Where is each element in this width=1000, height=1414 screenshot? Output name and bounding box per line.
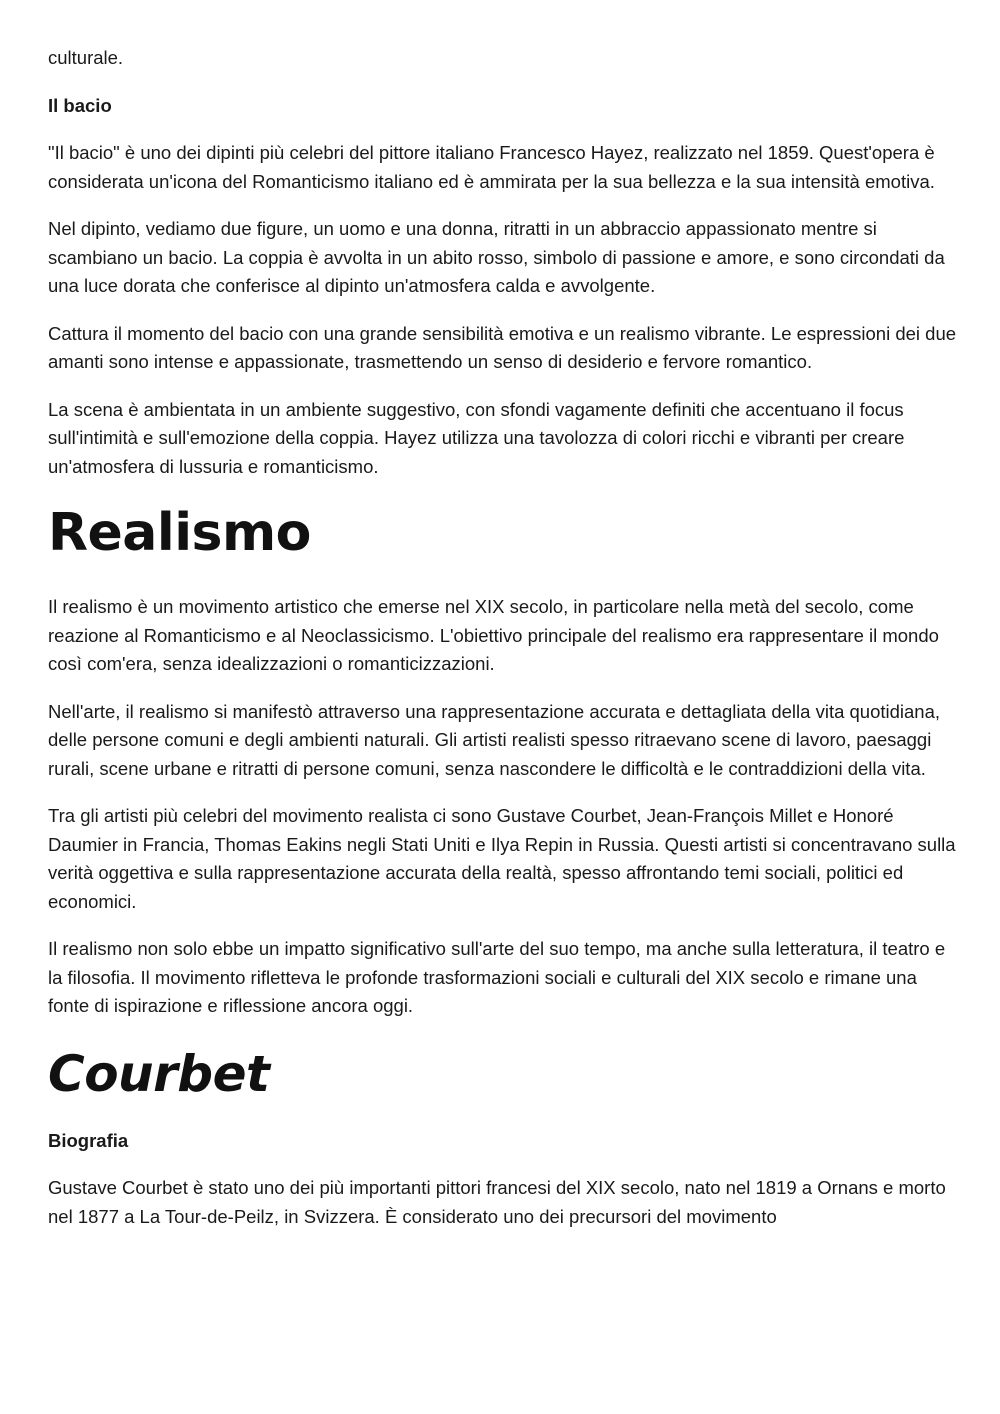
section-heading-il-bacio: Il bacio	[48, 94, 112, 116]
paragraph: Nel dipinto, vediamo due figure, un uomo e una donna, ritratti in un abbraccio appassionato mentre si scambiano un bacio. La coppia è avvolta in un abito rosso, simbolo di passione e amore, e sono circondati da una luce dorata che conferisce al dipinto un'atmosfera calda e avvolgente.	[48, 218, 945, 296]
paragraph: Il realismo non solo ebbe un impatto significativo sull'arte del suo tempo, ma anche sulla letteratura, il teatro e la filosofia. Il movimento rifletteva le profonde trasformazioni sociali e culturali del XIX secolo e rimane una fonte di ispirazione e riflessione ancora oggi.	[48, 938, 946, 1016]
subheading-biografia: Biografia	[48, 1129, 129, 1151]
heading-realismo: Realismo	[48, 503, 311, 563]
paragraph: Cattura il momento del bacio con una grande sensibilità emotiva e un realismo vibrante. Le espressioni dei due amanti sono intense e appassionate, trasmettendo un senso di desiderio e fervore romantico.	[48, 322, 957, 372]
paragraph: Nell'arte, il realismo si manifestò attraverso una rappresentazione accurata e dettagliata della vita quotidiana, delle persone comuni e degli ambienti naturali. Gli artisti realisti spesso ritraevano scene di lavoro, paesaggi rurali, scene urbane e ritratti di persone comuni, senza nascondere le difficoltà e le contraddizioni della vita.	[48, 700, 941, 779]
paragraph: Il realismo è un movimento artistico che emerse nel XIX secolo, in particolare nella metà del secolo, come reazione al Romanticismo e al Neoclassicismo. L'obiettivo principale del realismo era rappresentare il mondo così com'era, senza idealizzazioni o romanticizzazioni.	[48, 596, 939, 674]
paragraph: La scena è ambientata in un ambiente suggestivo, con sfondi vagamente definiti che accentuano il focus sull'intimità e sull'emozione della coppia. Hayez utilizza una tavolozza di colori ricchi e vibranti per creare un'atmosfera di lussuria e romanticismo.	[48, 398, 905, 477]
paragraph: "Il bacio" è uno dei dipinti più celebri del pittore italiano Francesco Hayez, realizzato nel 1859. Quest'opera è considerata un'icona del Romanticismo italiano ed è ammirata per la sua bellezza e la sua intensità emotiva.	[48, 142, 935, 192]
heading-courbet: Courbet	[48, 1044, 270, 1103]
paragraph: Gustave Courbet è stato uno dei più importanti pittori francesi del XIX secolo, nato nel 1819 a Ornans e morto nel 1877 a La Tour-de-Peilz, in Svizzera. È considerato uno dei precursori del movimento	[48, 1177, 946, 1227]
paragraph: Tra gli artisti più celebri del movimento realista ci sono Gustave Courbet, Jean-François Millet e Honoré Daumier in Francia, Thomas Eakins negli Stati Uniti e Ilya Repin in Russia. Questi artisti si concentravano sulla verità oggettiva e sulla rappresentazione accurata della realtà, spesso affrontando temi sociali, politici ed economici.	[48, 805, 956, 912]
continuation-text: culturale.	[48, 47, 124, 68]
document-page	[48, 44, 958, 1250]
